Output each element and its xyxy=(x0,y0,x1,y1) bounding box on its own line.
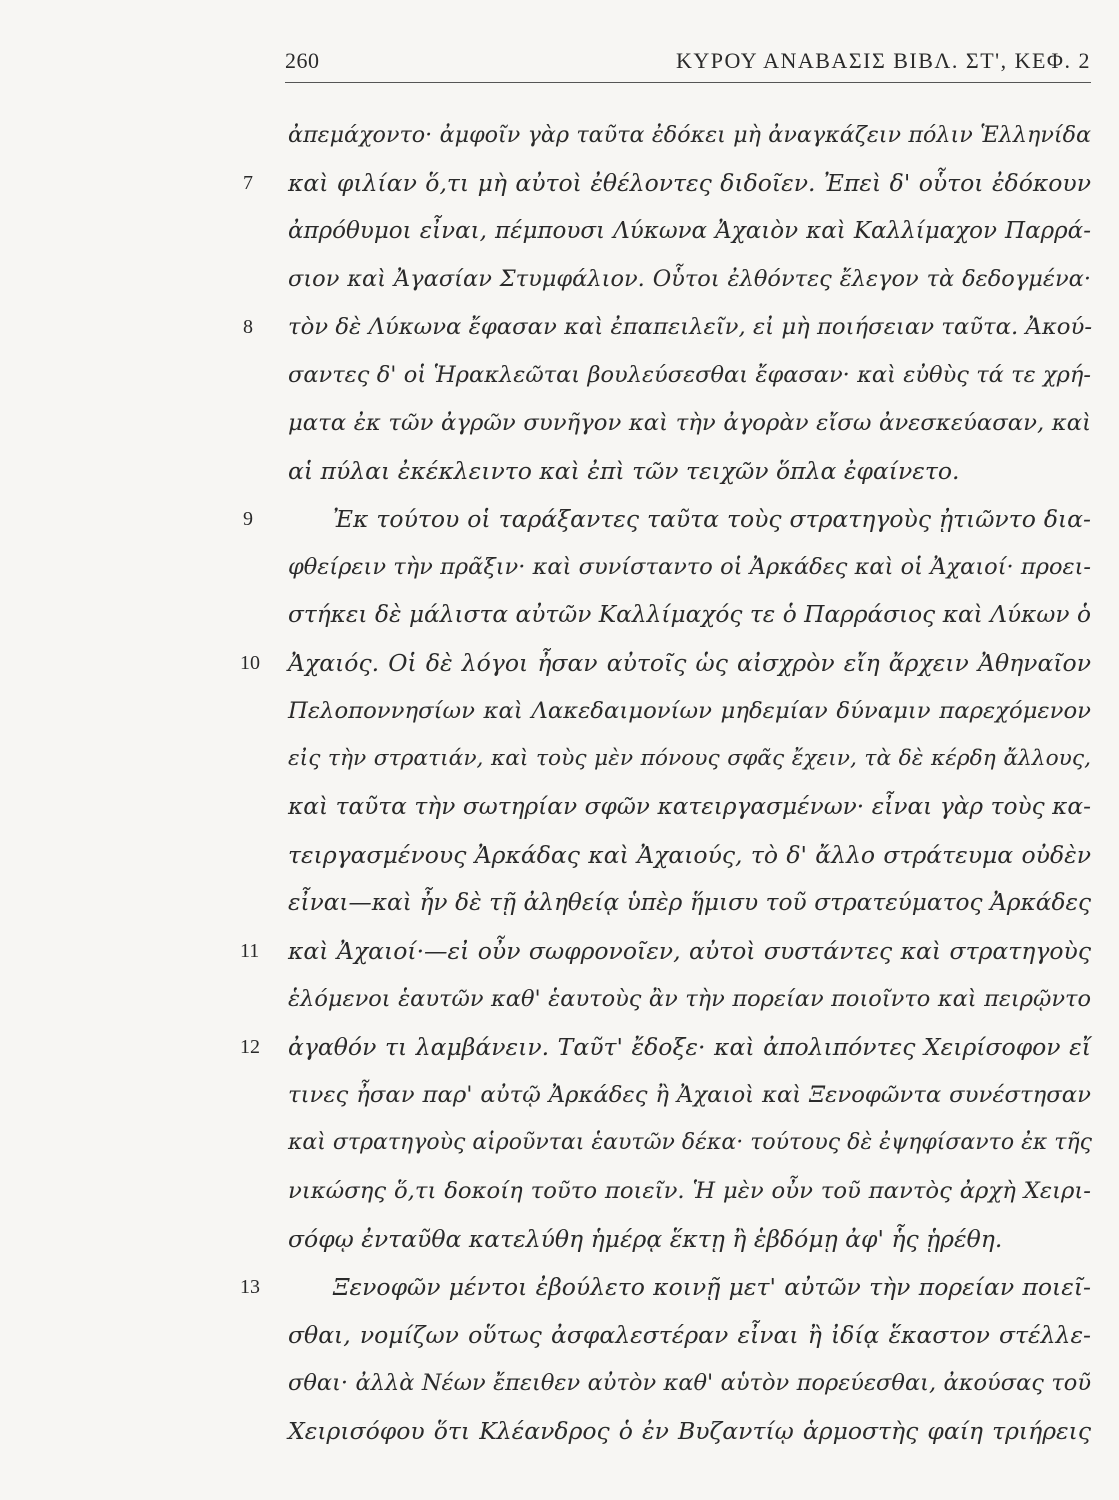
section-number: 12 xyxy=(240,1036,260,1058)
text-line: Ἀχαιός. Οἱ δὲ λόγοι ἦσαν αὐτοῖς ὡς αἰσχρὸν εἴη ἄρχειν Ἀθηναῖον xyxy=(288,649,1091,677)
text-line: καὶ στρατηγοὺς αἱροῦνται ἑαυτῶν δέκα· τούτους δὲ ἐψηφίσαντο ἐκ τῆς xyxy=(288,1130,1092,1155)
text-line: ἑλόμενοι ἑαυτῶν καθ' ἑαυτοὺς ἂν τὴν πορείαν ποιοῖντο καὶ πειρῷντο xyxy=(288,986,1091,1012)
text-line: στήκει δὲ μάλιστα αὐτῶν Καλλίμαχός τε ὁ Παρράσιος καὶ Λύκων ὁ xyxy=(288,601,1091,628)
text-line: καὶ Ἀχαιοί·—εἰ οὖν σωφρονοῖεν, αὐτοὶ συστάντες καὶ στρατηγοὺς xyxy=(288,937,1091,965)
text-line: καὶ φιλίαν ὅ,τι μὴ αὐτοὶ ἐθέλοντες διδοῖεν. Ἐπεὶ δ' οὗτοι ἐδόκουν xyxy=(288,169,1091,197)
text-line: αἱ πύλαι ἐκέκλειντο καὶ ἐπὶ τῶν τειχῶν ὅπλα ἐφαίνετο. xyxy=(288,457,960,485)
page-number: 260 xyxy=(285,48,320,73)
text-line: ἀπρόθυμοι εἶναι, πέμπουσι Λύκωνα Ἀχαιὸν καὶ Καλλίμαχον Παρρά- xyxy=(288,218,1091,244)
text-line: σαντες δ' οἱ Ἡρακλεῶται βουλεύσεσθαι ἔφασαν· καὶ εὐθὺς τά τε χρή- xyxy=(288,362,1091,388)
text-line: τὸν δὲ Λύκωνα ἔφασαν καὶ ἐπαπειλεῖν, εἰ μὴ ποιήσειαν ταῦτα. Ἀκού- xyxy=(288,314,1093,340)
text-line: Ξενοφῶν μέντοι ἐβούλετο κοινῇ μετ' αὐτῶν τὴν πορείαν ποιεῖ- xyxy=(333,1273,1091,1301)
section-number: 8 xyxy=(243,316,253,338)
text-line: Πελοποννησίων καὶ Λακεδαιμονίων μηδεμίαν δύναμιν παρεχόμενον xyxy=(288,698,1091,724)
text-line: σόφῳ ἐνταῦθα κατελύθη ἡμέρᾳ ἕκτῃ ἢ ἑβδόμῃ ἀφ' ἧς ᾑρέθη. xyxy=(288,1225,1003,1253)
section-number: 11 xyxy=(240,940,260,962)
section-number: 13 xyxy=(240,1276,260,1298)
running-head: ΚΥΡΟΥ ΑΝΑΒΑΣΙΣ ΒΙΒΛ. ΣΤ', ΚΕΦ. 2 xyxy=(675,48,1091,73)
text-line: τινες ἦσαν παρ' αὐτῷ Ἀρκάδες ἢ Ἀχαιοὶ καὶ Ξενοφῶντα συνέστησαν xyxy=(288,1082,1091,1108)
text-line: καὶ ταῦτα τὴν σωτηρίαν σφῶν κατειργασμένων· εἶναι γὰρ τοὺς κα- xyxy=(288,793,1091,820)
text-line: εἰς τὴν στρατιάν, καὶ τοὺς μὲν πόνους σφᾶς ἔχειν, τὰ δὲ κέρδη ἄλλους, xyxy=(288,746,1091,771)
text-line: σθαι· ἀλλὰ Νέων ἔπειθεν αὐτὸν καθ' αὑτὸν πορεύεσθαι, ἀκούσας τοῦ xyxy=(288,1370,1091,1396)
text-line: τειργασμένους Ἀρκάδας καὶ Ἀχαιούς, τὸ δ' ἄλλο στράτευμα οὐδὲν xyxy=(288,841,1091,869)
text-line: Ἐκ τούτου οἱ ταράξαντες ταῦτα τοὺς στρατηγοὺς ᾐτιῶντο δια- xyxy=(333,505,1091,533)
text-line: ματα ἐκ τῶν ἀγρῶν συνῆγον καὶ τὴν ἀγορὰν εἴσω ἀνεσκεύασαν, καὶ xyxy=(288,410,1091,436)
text-line: σθαι, νομίζων οὕτως ἀσφαλεστέραν εἶναι ἢ ἰδίᾳ ἕκαστον στέλλε- xyxy=(288,1321,1091,1349)
text-line: ἀπεμάχοντο· ἀμφοῖν γὰρ ταῦτα ἐδόκει μὴ ἀναγκάζειν πόλιν Ἑλληνίδα xyxy=(288,122,1091,148)
text-line: Χειρισόφου ὅτι Κλέανδρος ὁ ἐν Βυζαντίῳ ἁρμοστὴς φαίη τριήρεις xyxy=(288,1417,1091,1445)
text-line: εἶναι—καὶ ἦν δὲ τῇ ἀληθείᾳ ὑπὲρ ἥμισυ τοῦ στρατεύματος Ἀρκάδες xyxy=(288,889,1091,916)
text-line: σιον καὶ Ἀγασίαν Στυμφάλιον. Οὗτοι ἐλθόντες ἔλεγον τὰ δεδογμένα· xyxy=(288,266,1091,292)
section-number: 10 xyxy=(240,652,260,674)
text-line: νικώσης ὅ,τι δοκοίη τοῦτο ποιεῖν. Ἡ μὲν οὖν τοῦ παντὸς ἀρχὴ Χειρι- xyxy=(288,1178,1091,1204)
section-number: 7 xyxy=(243,172,253,194)
section-number: 9 xyxy=(243,508,253,530)
text-line: ἀγαθόν τι λαμβάνειν. Ταῦτ' ἔδοξε· καὶ ἀπολιπόντες Χειρίσοφον εἴ xyxy=(288,1033,1091,1061)
text-line: φθείρειν τὴν πρᾶξιν· καὶ συνίσταντο οἱ Ἀρκάδες καὶ οἱ Ἀχαιοί· προει- xyxy=(288,554,1091,580)
